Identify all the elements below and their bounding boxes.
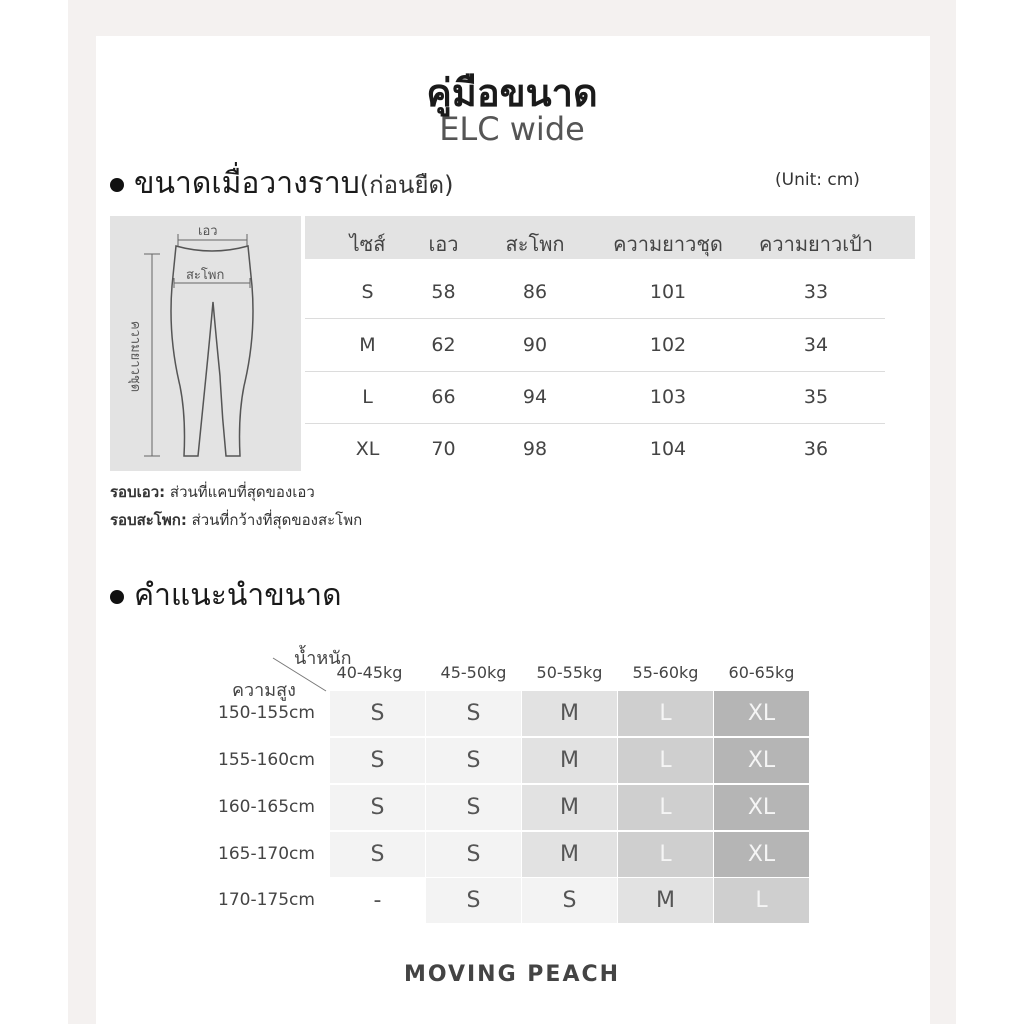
size-table-cell: 35 xyxy=(803,386,829,408)
page-title: คู่มือขนาด xyxy=(426,71,598,115)
recommend-size-cell: M xyxy=(522,832,617,877)
size-table-cell: 70 xyxy=(431,438,456,460)
size-table-cell: 34 xyxy=(803,334,829,356)
size-table-cell: M xyxy=(359,334,376,356)
weight-column-header: 50-55kg xyxy=(536,663,603,682)
col-header-size: ไซส์ xyxy=(349,232,386,256)
note-hip-label: รอบสะโพก: xyxy=(110,511,187,529)
height-axis-label: ความสูง xyxy=(232,680,296,701)
height-row-header: 150-155cm xyxy=(218,703,315,723)
col-header-rise: ความยาวเป้า xyxy=(759,232,873,256)
size-table-cell: 62 xyxy=(431,334,456,356)
recommend-size-cell: L xyxy=(618,691,713,736)
recommend-size-cell: M xyxy=(522,691,617,736)
bullet-icon xyxy=(110,590,124,604)
recommend-size-cell: M xyxy=(522,738,617,783)
size-table-cell: XL xyxy=(355,438,380,460)
page-subtitle: ELC wide xyxy=(439,110,585,148)
waist-label: เอว xyxy=(198,224,218,239)
size-table-cell: 102 xyxy=(649,334,687,356)
size-table-cell: 104 xyxy=(649,438,687,460)
recommend-size-cell: S xyxy=(426,691,521,736)
recommend-section-heading xyxy=(110,572,342,619)
brand-logo: MOVING PEACH xyxy=(403,962,621,987)
recommend-heading-text: คำแนะนำขนาด xyxy=(134,578,342,613)
length-label: ความยาวชุด xyxy=(127,320,143,393)
recommend-size-cell: S xyxy=(330,738,425,783)
table-row-divider xyxy=(305,318,885,319)
recommend-size-cell: S xyxy=(426,832,521,877)
flat-heading-text: ขนาดเมื่อวางราบ xyxy=(134,166,360,201)
table-row-divider xyxy=(305,371,885,372)
recommend-size-cell: L xyxy=(618,738,713,783)
col-header-waist: เอว xyxy=(428,232,459,256)
recommend-size-cell: L xyxy=(618,832,713,877)
recommend-size-cell: S xyxy=(330,691,425,736)
recommend-size-cell: XL xyxy=(714,785,809,830)
recommend-size-cell: M xyxy=(522,785,617,830)
recommend-size-cell: S xyxy=(426,738,521,783)
size-table-cell: 58 xyxy=(431,281,456,303)
height-row-header: 165-170cm xyxy=(218,844,315,864)
weight-column-header: 40-45kg xyxy=(336,663,403,682)
size-table-cell: 90 xyxy=(522,334,548,356)
size-table-cell: 66 xyxy=(431,386,456,408)
height-row-header: 155-160cm xyxy=(218,750,315,770)
note-hip xyxy=(110,508,362,532)
weight-column-header: 55-60kg xyxy=(632,663,699,682)
col-header-length: ความยาวชุด xyxy=(613,232,723,256)
recommend-size-cell: S xyxy=(522,878,617,923)
note-hip-text: ส่วนที่กว้างที่สุดของสะโพก xyxy=(186,511,363,529)
note-waist xyxy=(110,480,315,504)
recommend-size-cell: XL xyxy=(714,738,809,783)
hip-label: สะโพก xyxy=(186,268,225,283)
recommend-size-cell: S xyxy=(426,785,521,830)
recommend-size-cell: L xyxy=(714,878,809,923)
recommend-size-cell: S xyxy=(330,785,425,830)
height-row-header: 160-165cm xyxy=(218,797,315,817)
size-table-cell: S xyxy=(361,281,374,303)
col-header-hip: สะโพก xyxy=(505,232,565,256)
flat-section-heading xyxy=(110,160,453,207)
weight-column-header: 60-65kg xyxy=(728,663,795,682)
recommend-size-cell: - xyxy=(373,888,382,913)
size-table-cell: 36 xyxy=(803,438,829,460)
size-table-cell: 101 xyxy=(649,281,687,303)
recommend-size-cell: S xyxy=(330,832,425,877)
recommend-size-cell: XL xyxy=(714,832,809,877)
bullet-icon xyxy=(110,178,124,192)
recommend-size-cell: XL xyxy=(714,691,809,736)
size-table-cell: 33 xyxy=(803,281,829,303)
note-waist-text: ส่วนที่แคบที่สุดของเอว xyxy=(165,483,315,501)
size-table-cell: 98 xyxy=(522,438,548,460)
recommend-size-cell: S xyxy=(426,878,521,923)
leggings-figure xyxy=(110,216,301,471)
note-waist-label: รอบเอว: xyxy=(110,483,166,501)
size-table-cell: 94 xyxy=(522,386,548,408)
size-table-cell: 103 xyxy=(649,386,687,408)
size-table-cell: 86 xyxy=(522,281,548,303)
size-table-cell: L xyxy=(362,386,373,408)
weight-column-header: 45-50kg xyxy=(440,663,507,682)
recommend-size-cell: M xyxy=(618,878,713,923)
recommend-size-cell: L xyxy=(618,785,713,830)
height-row-header: 170-175cm xyxy=(218,890,315,910)
weight-axis-label: น้ำหนัก xyxy=(294,648,352,669)
flat-heading-paren: (ก่อนยืด) xyxy=(359,171,454,199)
table-row-divider xyxy=(305,423,885,424)
unit-label: (Unit: cm) xyxy=(775,170,860,190)
